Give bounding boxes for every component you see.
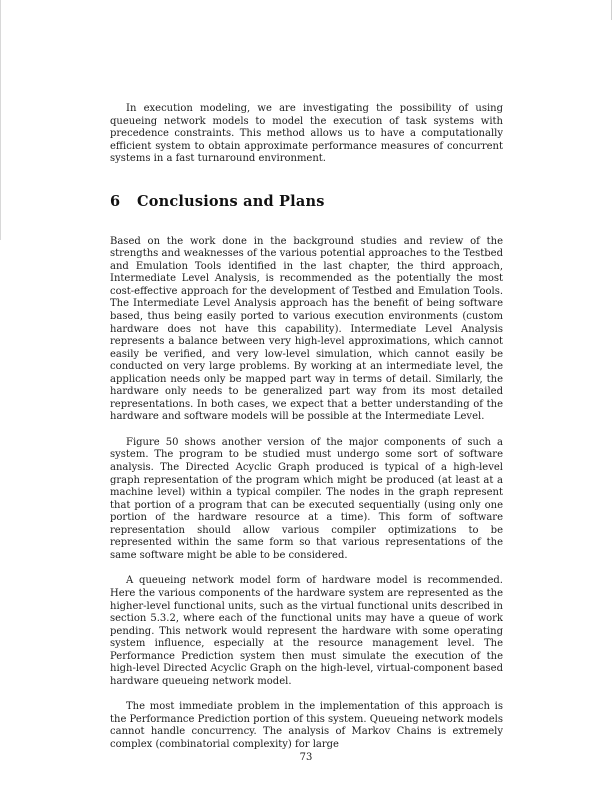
section-heading	[110, 193, 503, 211]
paragraph-execution-modeling: In execution modeling, we are investigating the possibility of using queueing network models to model the execution of task systems with precedence constraints. This method allows us to have a computationally efficient system to obtain approximate performance measures of concurrent systems in a fast turnaround environment.	[110, 103, 503, 165]
paragraph-1: Based on the work done in the background studies and review of the strengths and weaknesses of the various potential approaches to the Testbed and Emulation Tools identified in the last chapter, the third approach, Intermediate Level Analysis, is recommended as the potentially the most cost-effective approach for the development of Testbed and Emulation Tools. The Intermediate Level Analysis approach has the benefit of being software based, thus being easily ported to various execution environments (custom hardware does not have this capability). Intermediate Level Analysis represents a balance between very high-level approximations, which cannot easily be verified, and very low-level simulation, which cannot easily be conducted on very large problems. By working at an intermediate level, the application needs only be mapped part way in terms of detail. Similarly, the hardware only needs to be generalized part way from its most detailed representations. In both cases, we expect that a better understanding of the hardware and software models will be possible at the Intermediate Level.	[110, 235, 503, 423]
paragraph-4: The most immediate problem in the implementation of this approach is the Performance Prediction portion of this system. Queueing network models cannot handle concurrency. The analysis of Markov Chains is extremely complex (combinatorial complexity) for large	[110, 701, 503, 750]
section-title: Conclusions and Plans	[137, 192, 325, 210]
body-text	[110, 103, 503, 752]
section-number: 6	[110, 192, 121, 210]
paragraph-3: A queueing network model form of hardware model is recommended. Here the various components of the hardware system are represented as the higher-level functional units, such as the virtual functional units described in section 5.3.2, where each of the functional units may have a queue of work pending. This network would represent the hardware with some operating system influence, especially at the resource management level. The Performance Prediction system then must simulate the execution of the high-level Directed Acyclic Graph on the high-level, virtual-component based hardware queueing network model.	[110, 575, 503, 687]
scan-edge-left	[0, 0, 1, 240]
page-number: 73	[299, 752, 313, 763]
paragraph-2: Figure 50 shows another version of the major components of such a system. The program to be studied must undergo some sort of software analysis. The Directed Acyclic Graph produced is typical of a high-level graph representation of the program which might be produced (at least at a machine level) within a typical compiler. The nodes in the graph represent that portion of a program that can be executed sequentially (using only one portion of the hardware resource at a time). This form of software representation should allow various compiler optimizations to be represented within the same form so that various representations of the same software might be able to be considered.	[110, 436, 503, 561]
